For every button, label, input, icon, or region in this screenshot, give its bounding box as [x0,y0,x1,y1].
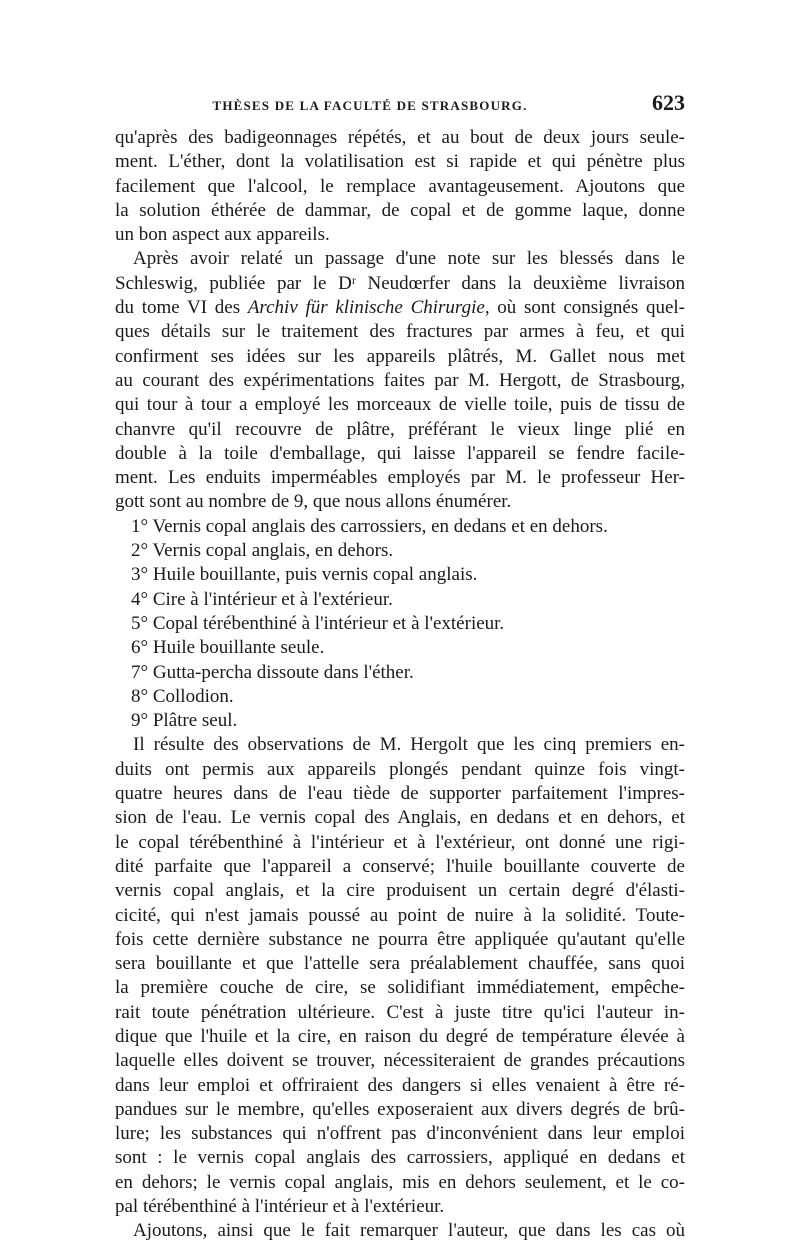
text-line: la première couche de cire, se solidifiant immédiatement, empêche- [115,977,685,999]
list-item: 6° Huile bouillante seule. [131,637,325,659]
list-item: 1° Vernis copal anglais des carrossiers, en dedans et en dehors. [131,515,608,537]
text-line: Après avoir relaté un passage d'une note sur les blessés dans le [133,248,685,270]
text-line: cicité, qui n'est jamais poussé au point de nuire à la solidité. Toute- [115,904,685,926]
text-line: dique que l'huile et la cire, en raison du degré de température élevée à [115,1025,685,1047]
paragraph-2 [115,247,685,514]
text-line: un bon aspect aux appareils. [115,224,330,246]
text-line: ques détails sur le traitement des fractures par armes à feu, et qui [115,321,685,343]
list-item: 8° Collodion. [131,685,234,707]
text-line: gott sont au nombre de 9, que nous allons énumérer. [115,491,512,513]
text-line: confirment ses idées sur les appareils plâtrés, M. Gallet nous met [115,345,685,367]
running-title: THÈSES DE LA FACULTÉ DE STRASBOURG. [212,98,528,113]
text-line: lure; les substances qui n'offrent pas d'inconvénient dans leur emploi [115,1123,685,1145]
text-fragment: , où sont consignés quel- [484,297,685,319]
text-line: duits ont permis aux appareils plongés pendant quinze fois vingt- [115,758,685,780]
page-number: 623 [652,90,685,115]
text-line: double à la toile d'emballage, qui laisse l'appareil se fendre facile- [115,442,685,464]
page-header [115,88,685,118]
journal-title: Archiv für klinische Chirurgie [247,297,485,319]
text-line: pal térébenthiné à l'intérieur et à l'extérieur. [115,1196,445,1218]
text-line: ment. Les enduits imperméables employés par M. le professeur Her- [115,467,685,489]
text-line: ment. L'éther, dont la volatilisation est si rapide et qui pénètre plus [115,151,685,173]
list-item: 3° Huile bouillante, puis vernis copal anglais. [131,564,478,586]
paragraph-3 [115,733,685,1219]
text-line: dans leur emploi et offriraient des dangers si elles venaient à être ré- [115,1074,685,1096]
text-line: quatre heures dans de l'eau tiède de supporter parfaitement l'impres- [115,783,685,805]
text-line: dité parfaite que l'appareil a conservé; l'huile bouillante couverte de [115,855,685,877]
text-line: qui tour à tour a employé les morceaux de vielle toile, puis de tissu de [115,394,685,416]
text-line [115,296,685,320]
text-line: fois cette dernière substance ne pourra être appliquée qu'autant qu'elle [115,928,685,950]
text-line: vernis copal anglais, et la cire produisent un certain degré d'élasti- [115,880,685,902]
text-line: qu'après des badigeonnages répétés, et au bout de deux jours seule- [115,127,685,148]
text-line: le copal térébenthiné à l'intérieur et à l'extérieur, ont donné une rigi- [115,831,685,853]
text-line: rait toute pénétration ultérieure. C'est à juste titre qu'ici l'auteur in- [115,1001,685,1023]
list-item: 9° Plâtre seul. [131,710,238,732]
text-line: sont : le vernis copal anglais des carrossiers, appliqué en dedans et [115,1147,685,1169]
text-line: facilement que l'alcool, le remplace avantageusement. Ajoutons que [115,175,685,197]
text-line: Schleswig, publiée par le Dʳ Neudœrfer dans la deuxième livraison [115,272,685,294]
text-line: chanvre qu'il recouvre de plâtre, préférant le vieux linge plié en [115,418,685,440]
text-line: laquelle elles doivent se trouver, nécessiteraient de grandes précautions [115,1050,685,1072]
text-line: la solution éthérée de dammar, de copal et de gomme laque, donne [115,199,685,221]
text-line: sion de l'eau. Le vernis copal des Anglais, en dedans et en dehors, et [115,807,685,829]
text-line: en dehors; le vernis copal anglais, mis en dehors seulement, et le co- [115,1171,685,1193]
list-item: 5° Copal térébenthiné à l'intérieur et à l'extérieur. [131,612,505,634]
list-item: 7° Gutta-percha dissoute dans l'éther. [131,661,414,683]
text-line: pandues sur le membre, qu'elles exposeraient aux divers degrés de brû- [115,1098,685,1120]
text-line: au courant des expérimentations faites par M. Hergott, de Strasbourg, [115,369,685,391]
text-fragment: du tome VI des [115,297,248,319]
list-item: 4° Cire à l'intérieur et à l'extérieur. [131,588,393,610]
text-line: Ajoutons, ainsi que le fait remarquer l'auteur, que dans les cas où [133,1220,685,1242]
text-line: Il résulte des observations de M. Hergolt que les cinq premiers en- [133,734,685,756]
page-body [115,126,685,1244]
paragraph-4 [115,1219,685,1243]
list-item: 2° Vernis copal anglais, en dehors. [131,540,394,562]
paragraph-1 [115,126,685,247]
text-line: sera bouillante et que l'attelle sera préalablement chauffée, sans quoi [115,953,685,975]
enumerated-list [115,515,685,734]
